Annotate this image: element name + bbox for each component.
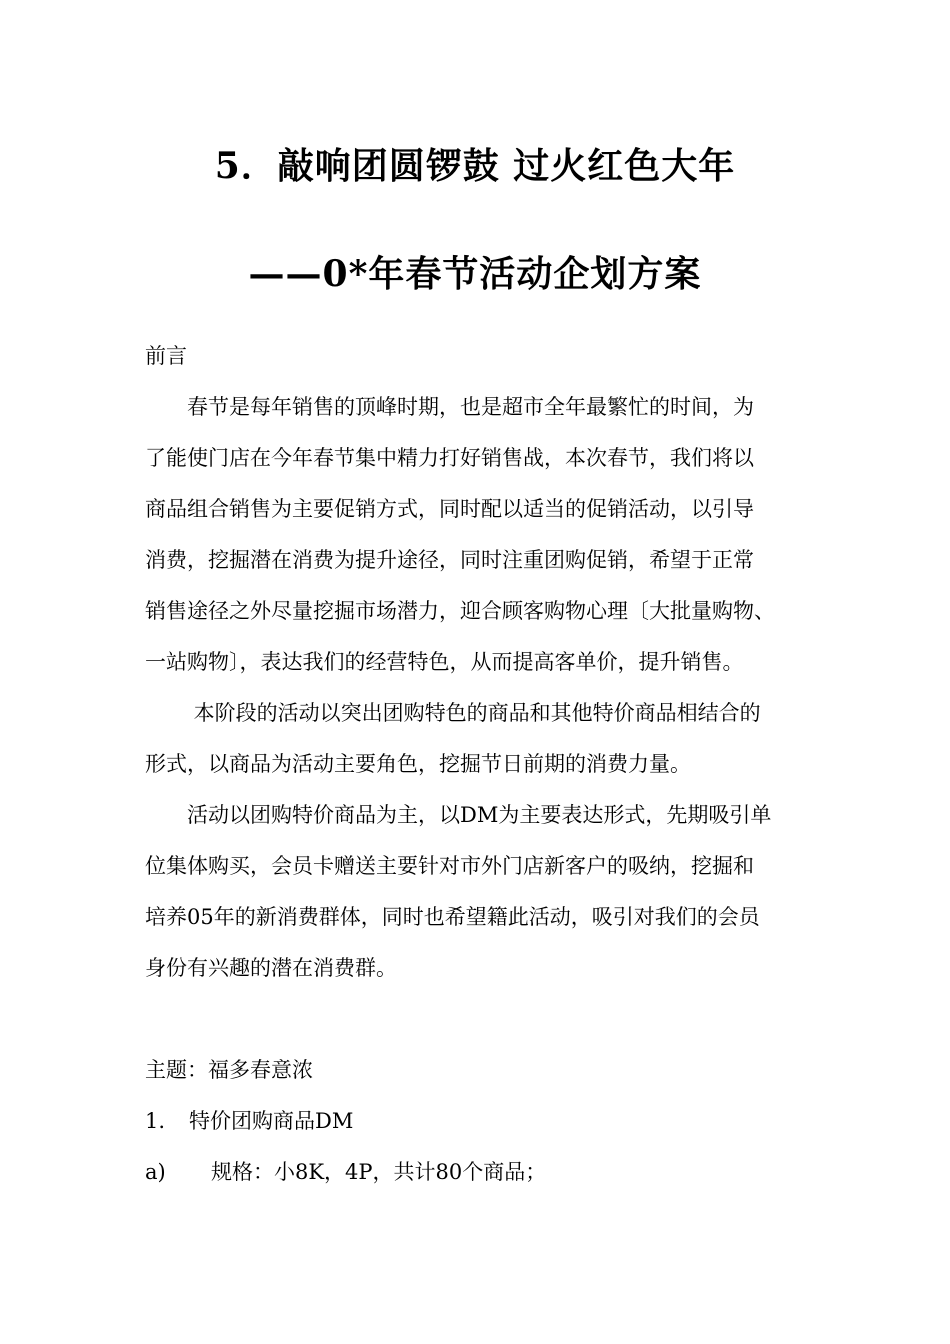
document-subtitle: ——0*年春节活动企划方案	[248, 253, 702, 295]
paragraph-1-line: 消费，挖掘潜在消费为提升途径，同时注重团购促销，希望于正常	[145, 548, 754, 572]
paragraph-2-line: 形式，以商品为活动主要角色，挖掘节日前期的消费力量。	[145, 752, 691, 776]
paragraph-1-line: 销售途径之外尽量挖掘市场潜力，迎合顾客购物心理〔大批量购物、	[145, 599, 775, 623]
paragraph-1-line: 了能使门店在今年春节集中精力打好销售战，本次春节，我们将以	[145, 446, 754, 470]
sub-item-text: 规格：小8K，4P，共计80个商品；	[211, 1160, 547, 1184]
paragraph-1-line: 一站购物〕，表达我们的经营特色，从而提高客单价，提升销售。	[145, 650, 744, 674]
preface-heading: 前言	[145, 344, 187, 368]
document-title: 5．敲响团圆锣鼓 过火红色大年	[214, 145, 736, 187]
sub-item-marker: a)	[145, 1160, 166, 1184]
list-item-1	[145, 1096, 810, 1147]
paragraph-3-line: 活动以团购特价商品为主，以DM为主要表达形式，先期吸引单	[145, 803, 772, 827]
paragraph-3-line: 培养05年的新消费群体，同时也希望籍此活动，吸引对我们的会员	[145, 905, 760, 929]
paragraph-3-line: 身份有兴趣的潜在消费群。	[145, 956, 397, 980]
sub-item-a	[145, 1147, 810, 1198]
list-number: 1.	[145, 1109, 166, 1133]
paragraph-1	[145, 382, 810, 688]
paragraph-1-line: 春节是每年销售的顶峰时期，也是超市全年最繁忙的时间，为	[145, 395, 754, 419]
list-item-text: 特价团购商品DM	[189, 1109, 354, 1133]
paragraph-2	[145, 688, 810, 790]
paragraph-1-line: 商品组合销售为主要促销方式，同时配以适当的促销活动，以引导	[145, 497, 754, 521]
theme-line: 主题：福多春意浓	[145, 1058, 313, 1082]
paragraph-3-line: 位集体购买，会员卡赠送主要针对市外门店新客户的吸纳，挖掘和	[145, 854, 754, 878]
paragraph-3	[145, 790, 810, 994]
paragraph-2-line: 本阶段的活动以突出团购特色的商品和其他特价商品相结合的	[145, 701, 761, 725]
